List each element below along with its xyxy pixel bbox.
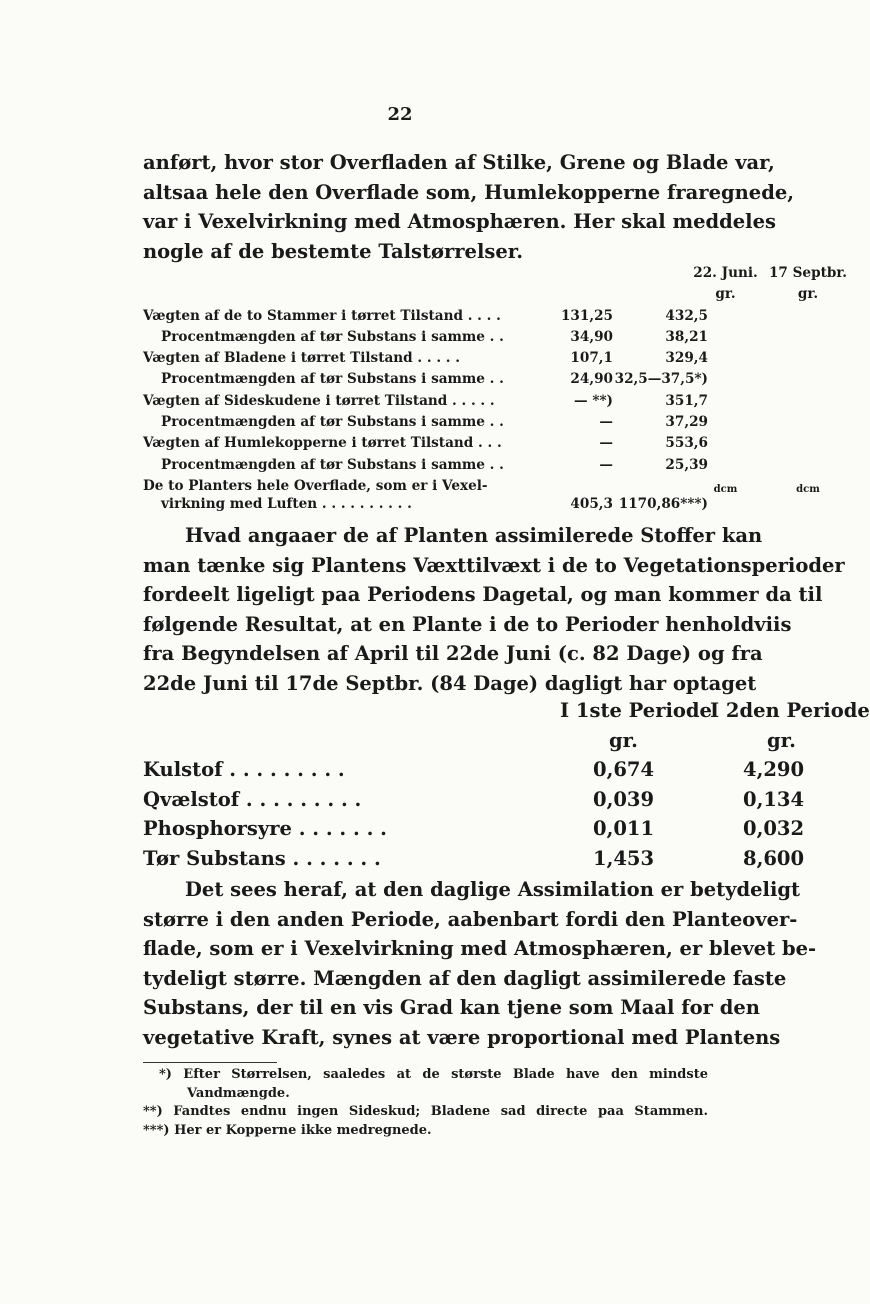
text-line: flade, som er i Vexelvirkning med Atmosphæren, er blevet be- (143, 937, 817, 961)
table-cell: 0,039 (593, 787, 655, 811)
table-cell: 8,600 (743, 846, 805, 870)
table-cell: — (599, 435, 613, 452)
middle-paragraph (143, 521, 845, 699)
col1-header: 22. Juni. (693, 265, 758, 281)
table-row (143, 414, 708, 435)
text-line: fra Begyndelsen af April til 22de Juni (c. 82 Dage) og fra (143, 642, 763, 666)
period2-unit: gr. (767, 728, 796, 752)
footnote-1-continued: Vandmængde. (187, 1085, 290, 1101)
table-cell: 432,5 (665, 307, 708, 324)
text-line: Hvad angaaer de af Planten assimilerede Stoffer kan (185, 524, 763, 547)
table-cell: 32,5—37,5*) (614, 371, 708, 388)
col2-header: 17 Septbr. (768, 265, 848, 281)
table-cell: 351,7 (665, 392, 708, 409)
closing-paragraph (143, 875, 817, 1053)
table-row-label: Procentmængden af tør Substans i samme . . (161, 414, 504, 431)
footnote-rule (143, 1062, 277, 1063)
table-row-label: De to Planters hele Overflade, som er i Vexel- (143, 477, 488, 494)
text-line: altsaa hele den Overflade som, Humlekopperne fraregnede, (143, 180, 795, 204)
table-cell: 553,6 (665, 435, 708, 452)
table-cell: 37,29 (665, 414, 708, 431)
text-line: var i Vexelvirkning med Atmosphæren. Her skal meddeles (143, 210, 776, 234)
table-cell: 4,290 (743, 758, 805, 782)
text-line: fordeelt ligeligt paa Periodens Dagetal, og man kommer da til (143, 583, 823, 607)
text-line: vegetative Kraft, synes at være proportional med Plantens (143, 1025, 781, 1049)
table-cell: — **) (574, 392, 613, 409)
col1-unit-dcm: dcm (713, 483, 738, 495)
table-cell: 1170,86***) (618, 495, 708, 512)
text-line: Substans, der til en vis Grad kan tjene som Maal for den (143, 996, 760, 1020)
intro-paragraph (143, 148, 795, 266)
table-cell: 34,90 (570, 328, 613, 345)
text-line: følgende Resultat, at en Plante i de to Perioder henholdviis (143, 612, 792, 636)
table-row-label: Phosphorsyre . . . . . . . (143, 817, 387, 841)
table-row-label: Kulstof . . . . . . . . . (143, 758, 345, 782)
table-row (143, 393, 708, 414)
table-cell: — (599, 456, 613, 473)
table-row-label: Tør Substans . . . . . . . (143, 846, 381, 870)
table-cell: 0,674 (593, 758, 655, 782)
table-cell: 25,39 (665, 456, 708, 473)
table-row (143, 787, 805, 818)
table-row-label: Procentmængden af tør Substans i samme . . (161, 371, 504, 388)
text-line: Det sees heraf, at den daglige Assimilation er betydeligt (185, 878, 801, 901)
text-line: anført, hvor stor Overfladen af Stilke, Grene og Blade var, (143, 151, 775, 174)
table-row-label: Vægten af Bladene i tørret Tilstand . . . . . (143, 350, 460, 367)
text-line: tydeligt større. Mængden af den dagligt assimilerede faste (143, 966, 787, 990)
text-line: nogle af de bestemte Talstørrelser. (143, 239, 524, 263)
text-line: 22de Juni til 17de Septbr. (84 Dage) dagligt har optaget (143, 671, 757, 695)
table-row-label: Vægten af de to Stammer i tørret Tilstand . . . . (143, 307, 501, 324)
table-row (143, 846, 805, 877)
table-row-label: Qvælstof . . . . . . . . . (143, 787, 362, 811)
table-row (143, 435, 708, 456)
footnotes (143, 1066, 708, 1140)
table-row (143, 329, 708, 350)
table-row-label: virkning med Luften . . . . . . . . . . (161, 495, 412, 512)
table-cell: 107,1 (570, 350, 613, 367)
assimilation-table (143, 699, 870, 877)
table-row (143, 371, 708, 392)
page-number: 22 (387, 104, 413, 125)
table-cell: 0,011 (593, 817, 655, 841)
table-row (143, 758, 805, 788)
footnote-1: *) Efter Størrelsen, saaledes at de største Blade have den mindste (159, 1067, 708, 1082)
text-line: større i den anden Periode, aabenbart fordi den Planteover- (143, 907, 798, 931)
col2-unit: gr. (797, 286, 819, 303)
period1-header: I 1ste Periode (560, 699, 712, 722)
table-cell: — (599, 414, 613, 431)
table-cell: 405,3 (570, 495, 613, 512)
col2-unit-dcm: dcm (796, 483, 820, 495)
text-line: man tænke sig Plantens Væxttilvæxt i de to Vegetationsperioder (143, 553, 845, 577)
period2-header: I 2den Periode (710, 699, 870, 722)
table-row (143, 817, 805, 847)
col1-unit: gr. (715, 286, 736, 303)
table-cell: 0,134 (743, 787, 805, 811)
table-cell: 329,4 (665, 350, 708, 367)
table-row-label: Procentmængden af tør Substans i samme . . (161, 456, 504, 473)
table-cell: 24,90 (570, 371, 613, 388)
table-row-label: Vægten af Sideskudene i tørret Tilstand . . . . . (143, 392, 495, 409)
table-cell: 0,032 (743, 817, 805, 841)
footnote-2: **) Fandtes endnu ingen Sideskud; Bladene sad directe paa Stammen. (143, 1104, 708, 1119)
table-cell: 1,453 (593, 846, 655, 870)
table-row-label: Procentmængden af tør Substans i samme . . (161, 328, 504, 345)
table-cell: 38,21 (665, 328, 708, 345)
table-row (143, 350, 708, 371)
footnote-3: ***) Her er Kopperne ikke medregnede. (143, 1122, 432, 1138)
table-row (143, 457, 708, 478)
table-row (143, 308, 708, 329)
period1-unit: gr. (609, 728, 638, 752)
weights-table (143, 265, 848, 517)
table-cell: 131,25 (560, 307, 613, 324)
table-row-label: Vægten af Humlekopperne i tørret Tilstand . . . (143, 435, 502, 452)
